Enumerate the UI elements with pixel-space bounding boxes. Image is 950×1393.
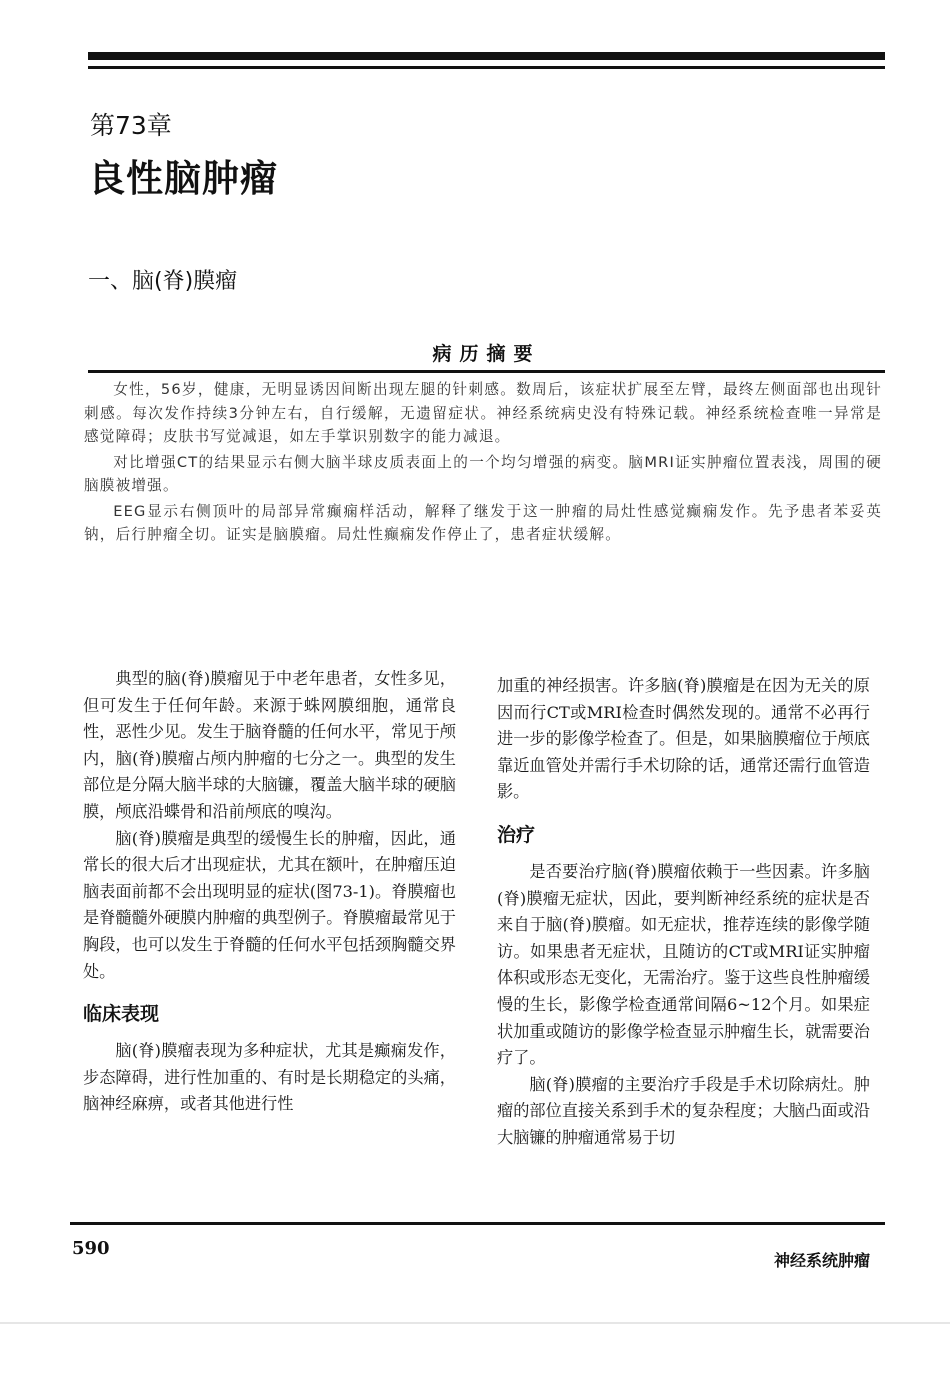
body-paragraph-continued: 加重的神经损害。许多脑(脊)膜瘤是在因为无关的原因而行CT或MRI检查时偶然发现的。通常不必再行进一步的影像学检查了。但是，如果脑膜瘤位于颅底靠近血管处并需行手术切除的话，通常还需行血管造影。 [497,676,870,802]
top-thick-rule [88,52,885,60]
scan-edge-line [0,1322,950,1324]
case-paragraph: EEG显示右侧顶叶的局部异常癫痫样活动，解释了继发于这一肿瘤的局灶性感觉癫痫发作。先予患者苯妥英钠，后行肿瘤全切。证实是脑膜瘤。局灶性癫痫发作停止了，患者症状缓解。 [84,502,882,543]
body-paragraph: 脑(脊)膜瘤表现为多种症状，尤其是癫痫发作，步态障碍，进行性加重的、有时是长期稳定的头痛，脑神经麻痹，或者其他进行性 [83,1041,456,1114]
body-paragraph: 脑(脊)膜瘤是典型的缓慢生长的肿瘤，因此，通常长的很大后才出现症状，尤其在额叶，在肿瘤压迫脑表面前都不会出现明显的症状(图73-1)。脊膜瘤也是脊髓髓外硬膜内肿瘤的典型例子。脊膜瘤最常见于胸段，也可以发生于脊髓的任何水平包括颈胸髓交界处。 [83,828,456,981]
left-column [83,666,456,1118]
section-heading: 一、脑(脊)膜瘤 [88,269,238,294]
case-summary-rule [88,370,885,373]
case-summary-box [84,378,882,547]
footer-rule [70,1222,885,1225]
running-footer-title: 神经系统肿瘤 [773,1251,870,1270]
right-column [497,673,870,1152]
body-paragraph: 典型的脑(脊)膜瘤见于中老年患者，女性多见，但可发生于任何年龄。来源于蛛网膜细胞，通常良性，恶性少见。发生于脑脊髓的任何水平，常见于颅内，脑(脊)膜瘤占颅内肿瘤的七分之一。典型的发生部位是分隔大脑半球的大脑镰，覆盖大脑半球的硬脑膜，颅底沿蝶骨和沿前颅底的嗅沟。 [83,669,456,821]
case-paragraph: 女性，56岁，健康，无明显诱因间断出现左腿的针刺感。数周后，该症状扩展至左臂，最终左侧面部也出现针刺感。每次发作持续3分钟左右，自行缓解，无遗留症状。神经系统病史没有特殊记载。神经系统检查唯一异常是感觉障碍；皮肤书写觉减退，如左手掌识别数字的能力减退。 [84,381,882,445]
top-thin-rule [88,66,885,69]
body-paragraph: 是否要治疗脑(脊)膜瘤依赖于一些因素。许多脑(脊)膜瘤无症状，因此，要判断神经系统的症状是否来自于脑(脊)膜瘤。如无症状，推荐连续的影像学随访。如果患者无症状，且随访的CT或MRI证实肿瘤体积或形态无变化，无需治疗。鉴于这些良性肿瘤缓慢的生长，影像学检查通常间隔6~12个月。如果症状加重或随访的影像学检查显示肿瘤生长，就需要治疗了。 [497,861,870,1068]
subsection-heading-treatment: 治疗 [497,823,536,846]
page-number: 590 [72,1238,110,1259]
chapter-number: 第73章 [90,111,172,140]
subsection-heading-clinical: 临床表现 [83,1003,160,1026]
case-paragraph: 对比增强CT的结果显示右侧大脑半球皮质表面上的一个均匀增强的病变。脑MRI证实肿瘤位置表浅，周围的硬脑膜被增强。 [84,453,882,494]
case-summary-title: 病历摘要 [432,343,541,365]
body-paragraph: 脑(脊)膜瘤的主要治疗手段是手术切除病灶。肿瘤的部位直接关系到手术的复杂程度；大脑凸面或沿大脑镰的肿瘤通常易于切 [497,1074,870,1147]
chapter-title: 良性脑肿瘤 [88,157,278,200]
